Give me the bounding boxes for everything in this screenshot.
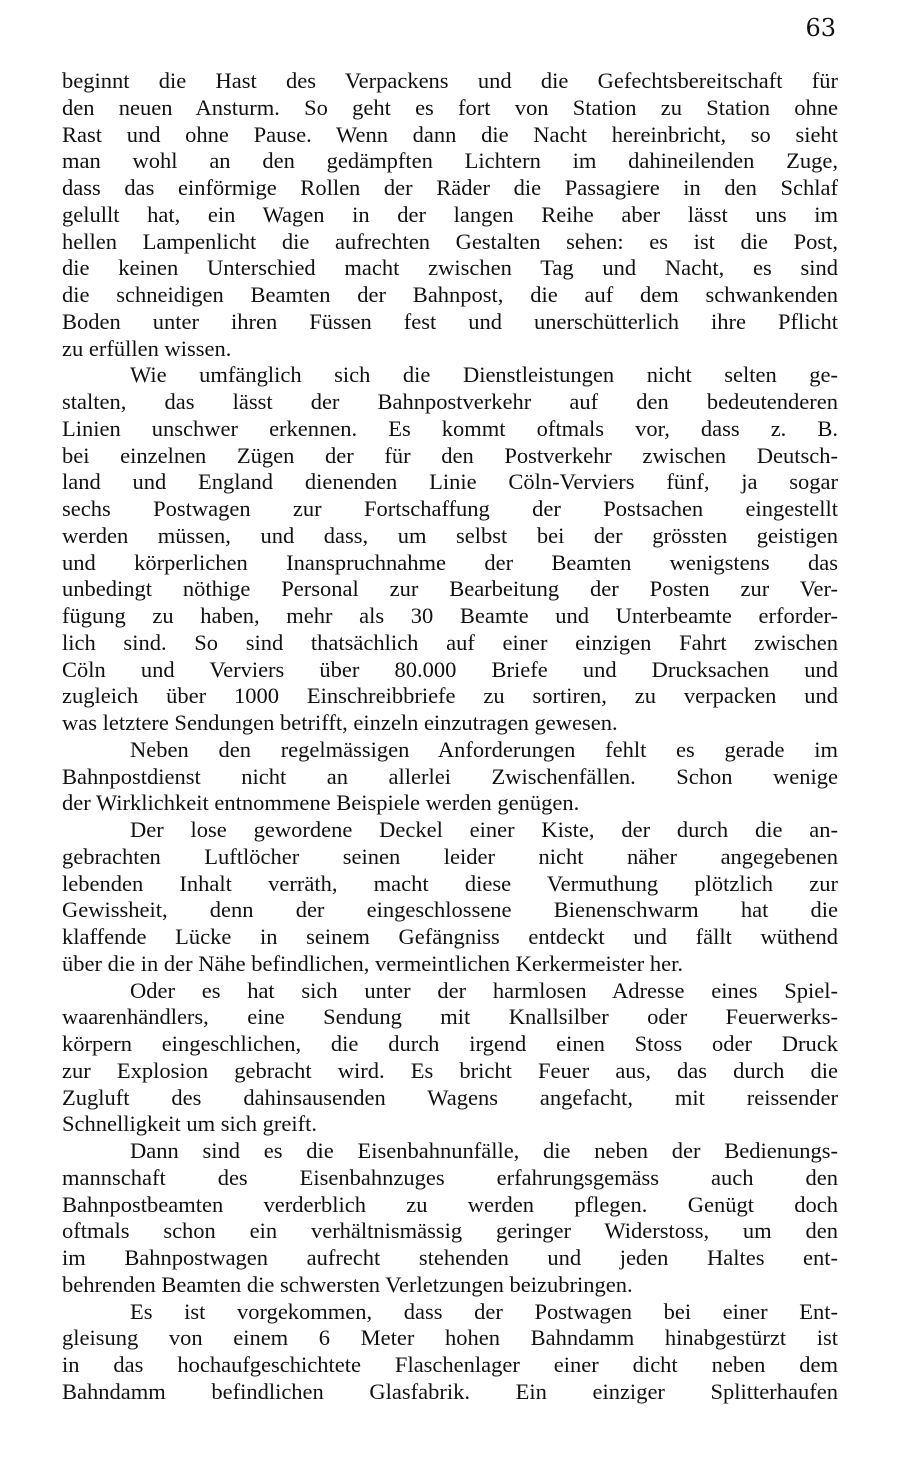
text-line: land und England dienenden Linie Cöln-Verviers fünf, ja sogar	[62, 469, 838, 495]
text-line: lebenden Inhalt verräth, macht diese Vermuthung plötzlich zur	[62, 870, 838, 896]
text-line: fügung zu haben, mehr als 30 Beamte und Unterbeamte erforder-	[62, 603, 838, 628]
text-line: mannschaft des Eisenbahnzuges erfahrungsgemäss auch den	[62, 1164, 838, 1190]
body-text	[62, 68, 838, 1406]
text-line: Wie umfänglich sich die Dienstleistungen nicht selten ge-	[130, 362, 838, 388]
text-line: klaffende Lücke in seinem Gefängniss entdeckt und fällt wüthend	[62, 924, 838, 949]
text-line: man wohl an den gedämpften Lichtern im dahineilenden Zuge,	[62, 148, 838, 174]
text-line: Es ist vorgekommen, dass der Postwagen bei einer Ent-	[130, 1298, 838, 1324]
text-line: behrenden Beamten die schwersten Verletzungen beizubringen.	[62, 1271, 633, 1297]
text-line: Bahnpostdienst nicht an allerlei Zwischenfällen. Schon wenige	[62, 763, 838, 789]
text-line: die keinen Unterschied macht zwischen Tag und Nacht, es sind	[62, 255, 838, 281]
text-line: im Bahnpostwagen aufrecht stehenden und jeden Haltes ent-	[62, 1245, 838, 1270]
text-line: dass das einförmige Rollen der Räder die Passagiere in den Schlaf	[62, 175, 838, 200]
text-line: in das hochaufgeschichtete Flaschenlager einer dicht neben dem	[62, 1352, 838, 1377]
text-line: Linien unschwer erkennen. Es kommt oftmals vor, dass z. B.	[62, 415, 838, 441]
text-line: Schnelligkeit um sich greift.	[62, 1111, 317, 1137]
text-line: körpern eingeschlichen, die durch irgend einen Stoss oder Druck	[62, 1031, 838, 1056]
text-line: über die in der Nähe befindlichen, vermeintlichen Kerkermeister her.	[62, 950, 683, 976]
text-line: Der lose gewordene Deckel einer Kiste, der durch die an-	[130, 817, 838, 842]
text-line: Cöln und Verviers über 80.000 Briefe und Drucksachen und	[62, 656, 838, 682]
text-line: gelullt hat, ein Wagen in der langen Reihe aber lässt uns im	[62, 201, 838, 227]
text-line: und körperlichen Inanspruchnahme der Beamten wenigstens das	[62, 549, 838, 575]
text-line: zur Explosion gebracht wird. Es bricht Feuer aus, das durch die	[62, 1057, 838, 1083]
text-line: stalten, das lässt der Bahnpostverkehr auf den bedeutenderen	[62, 389, 838, 414]
text-line: Dann sind es die Eisenbahnunfälle, die neben der Bedienungs-	[130, 1138, 838, 1163]
text-line: Gewissheit, denn der eingeschlossene Bienenschwarm hat die	[62, 897, 838, 923]
text-line: beginnt die Hast des Verpackens und die Gefechtsbereitschaft für	[62, 68, 838, 93]
text-line: unbedingt nöthige Personal zur Bearbeitung der Posten zur Ver-	[62, 576, 838, 602]
text-line: die schneidigen Beamten der Bahnpost, die auf dem schwankenden	[62, 282, 838, 307]
text-line: Boden unter ihren Füssen fest und unerschütterlich ihre Pflicht	[62, 308, 838, 334]
text-line: den neuen Ansturm. So geht es fort von Station zu Station ohne	[62, 94, 838, 120]
text-line: hellen Lampenlicht die aufrechten Gestalten sehen: es ist die Post,	[62, 228, 838, 254]
text-line: zu erfüllen wissen.	[62, 335, 232, 361]
text-line: Rast und ohne Pause. Wenn dann die Nacht hereinbricht, so sieht	[62, 121, 838, 147]
text-line: waarenhändlers, eine Sendung mit Knallsilber oder Feuerwerks-	[62, 1004, 838, 1030]
text-line: was letztere Sendungen betrifft, einzeln einzutragen gewesen.	[62, 710, 618, 735]
text-line: gleisung von einem 6 Meter hohen Bahndamm hinabgestürzt ist	[62, 1325, 838, 1351]
text-line: Oder es hat sich unter der harmlosen Adresse eines Spiel-	[130, 977, 838, 1003]
text-line: Zugluft des dahinsausenden Wagens angefacht, mit reissender	[62, 1084, 838, 1110]
page-number: 63	[805, 14, 836, 42]
text-line: der Wirklichkeit entnommene Beispiele werden genügen.	[62, 790, 580, 816]
text-line: Bahndamm befindlichen Glasfabrik. Ein einziger Splitterhaufen	[62, 1378, 838, 1404]
text-line: lich sind. So sind thatsächlich auf einer einzigen Fahrt zwischen	[62, 629, 838, 655]
text-line: sechs Postwagen zur Fortschaffung der Postsachen eingestellt	[62, 496, 838, 521]
text-line: zugleich über 1000 Einschreibbriefe zu sortiren, zu verpacken und	[62, 683, 838, 709]
text-line: gebrachten Luftlöcher seinen leider nicht näher angegebenen	[62, 843, 838, 869]
text-line: Neben den regelmässigen Anforderungen fehlt es gerade im	[130, 736, 838, 762]
text-line: oftmals schon ein verhältnismässig geringer Widerstoss, um den	[62, 1218, 838, 1244]
text-line: Bahnpostbeamten verderblich zu werden pflegen. Genügt doch	[62, 1191, 838, 1217]
text-line: werden müssen, und dass, um selbst bei der grössten geistigen	[62, 522, 838, 548]
text-line: bei einzelnen Zügen der für den Postverkehr zwischen Deutsch-	[62, 442, 838, 468]
